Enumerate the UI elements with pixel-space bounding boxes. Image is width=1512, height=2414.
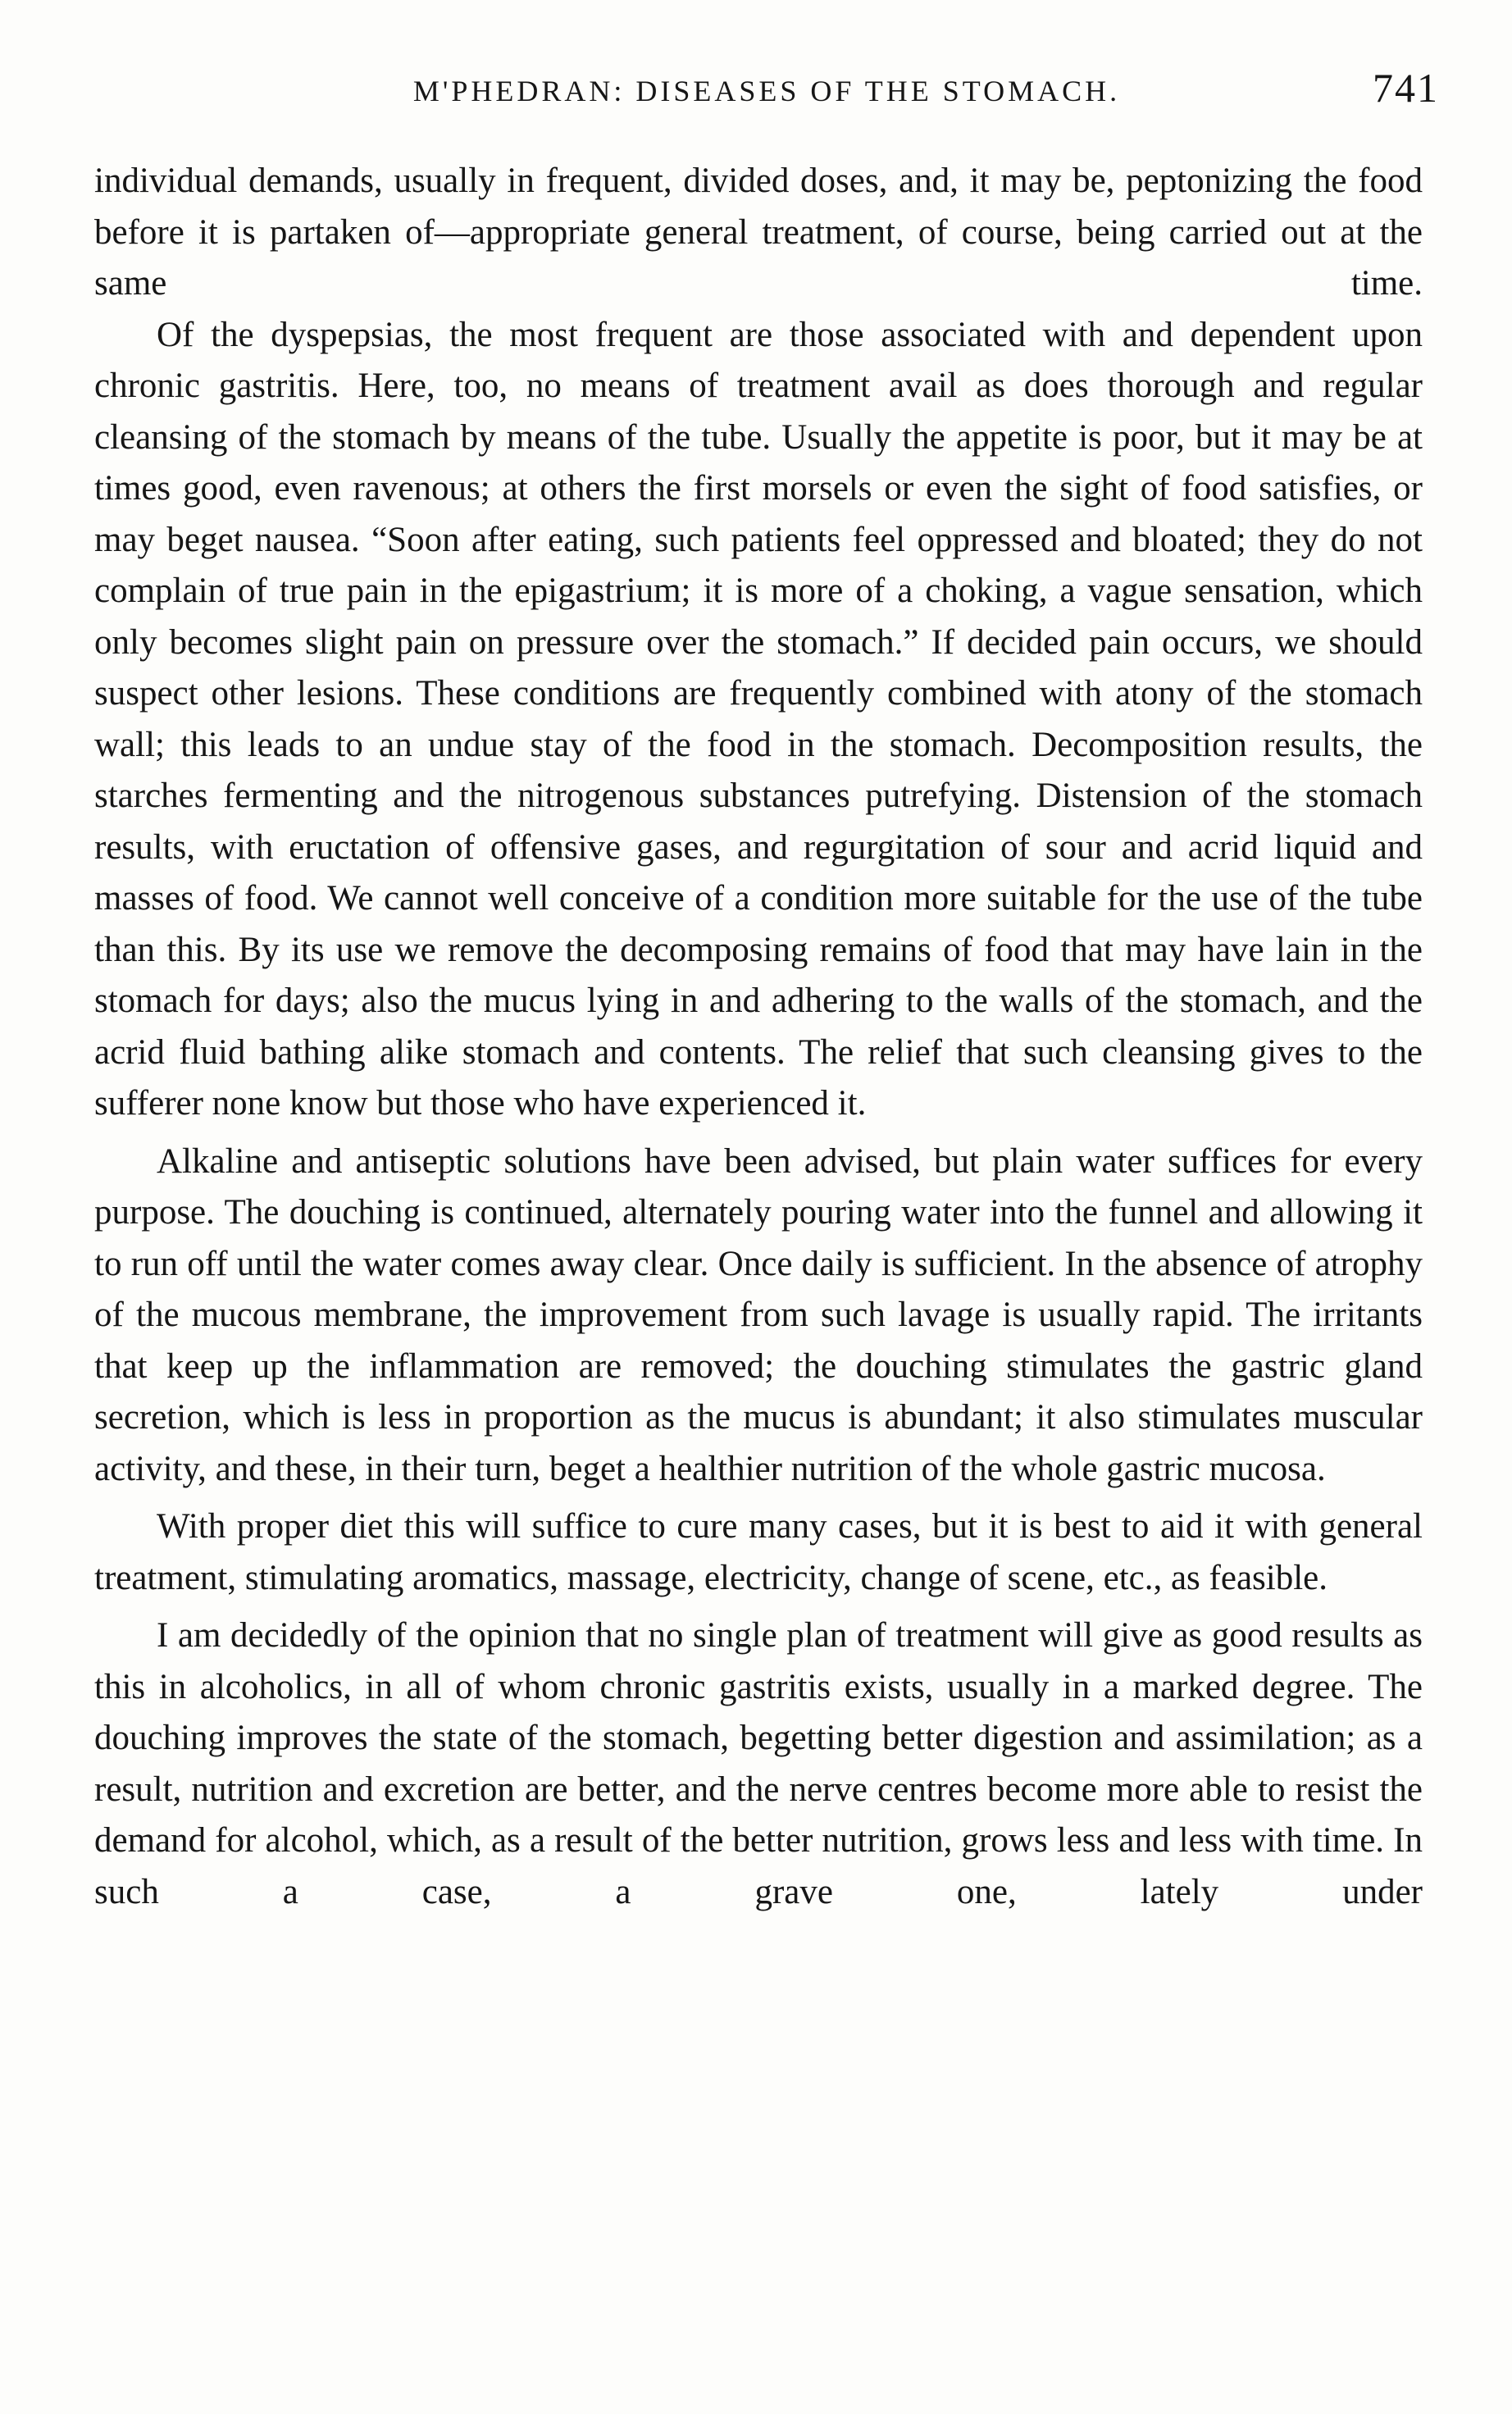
running-head [94,64,1439,121]
paragraph-alcoholics: I am decidedly of the opinion that no single plan of treatment will give as good results as this in alcoholics, in all of whom chronic gastritis exists, usually in a marked degree. The douching improves the state of the stomach, begetting better digestion and assimilation; as a result, nutrition and excretion are better, and the nerve centres become more able to resist the demand for alcohol, which, as a result of the better nutrition, grows less and less with time. In such a case, a grave one, lately under [94,1616,1423,1911]
paragraph-solutions: Alkaline and antiseptic solutions have been advised, but plain water suffices for every purpose. The douching is continued, alternately pouring water into the funnel and allowing it to run off until the water comes away clear. Once daily is sufficient. In the absence of atrophy of the mucous membrane, the improvement from such lavage is usually rapid. The irritants that keep up the inflammation are removed; the douching stimulates the gastric gland secretion, which is less in proportion as the mucus is abundant; it also stimulates muscular activity, and these, in their turn, beget a healthier nutrition of the whole gastric mucosa. [94,1141,1423,1488]
paragraph-dyspepsias: Of the dyspepsias, the most frequent are those associated with and dependent upon chronic gastritis. Here, too, no means of treatment avail as does thorough and regular cleansing of the stomach by means of the tube. Usually the appetite is poor, but it may be at times good, even ravenous; at others the first morsels or even the sight of food satisfies, or may beget nausea. “Soon after eating, such patients feel oppressed and bloated; they do not complain of true pain in the epigastrium; it is more of a choking, a vague sensation, which only becomes slight pain on pressure over the stomach.” If decided pain occurs, we should suspect other lesions. These conditions are frequently combined with atony of the stomach wall; this leads to an undue stay of the food in the stomach. Decomposition results, the starches fermenting and the nitrogenous substances putrefying. Distension of the stomach results, with eructation of offensive gases, and regurgitation of sour and acrid liquid and masses of food. We cannot well conceive of a condition more suitable for the use of the tube than this. By its use we remove the decomposing remains of food that may have lain in the stomach for days; also the mucus lying in and adhering to the walls of the stomach, and the acrid fluid bathing alike stomach and contents. The relief that such cleansing gives to the sufferer none know but those who have experienced it. [94,315,1423,1123]
body-text [94,156,1423,1918]
running-title: M'PHEDRAN: DISEASES OF THE STOMACH. [412,75,1121,107]
paragraph-continuation: individual demands, usually in frequent, divided doses, and, it may be, peptonizing the food before it is partaken of—appropriate general treatment, of course, being carried out at the same time. [94,162,1423,303]
paragraph-proper-diet: With proper diet this will suffice to cure many cases, but it is best to aid it with general treatment, stimulating aromatics, massage, electricity, change of scene, etc., as feasible. [94,1507,1423,1597]
page-number: 741 [1373,65,1439,111]
